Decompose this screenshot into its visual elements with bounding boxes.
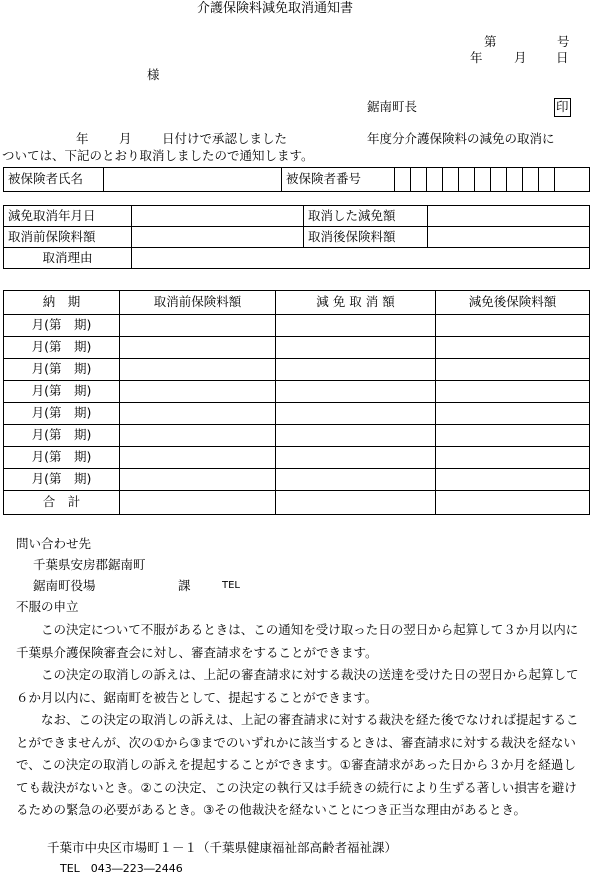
before-cell [120,447,276,469]
body-line2: ついては、下記のとおり取消しましたので通知します。 [2,148,314,163]
after-cell [436,359,590,381]
contact-heading: 問い合わせ先 [16,536,92,551]
period-label: 月(第 期) [4,425,120,447]
insured-number-digit [411,168,427,192]
objection-address: 千葉市中央区市場町１－１（千葉県健康福祉部高齢者福祉課） [47,840,398,855]
insured-number-digit [523,168,539,192]
after-amount-field [428,227,590,248]
period-label: 月(第 期) [4,403,120,425]
table-row [4,425,590,447]
after-cell [436,337,590,359]
cancel-cell [276,447,436,469]
objection-heading: 不服の申立 [16,599,79,614]
insured-number-digit [475,168,491,192]
objection-paragraph-2: この決定の取消しの訴えは、上記の審査請求に対する裁決の送達を受けた日の翌日から起算して６か月以内に、鋸南町を被告として、提起することができます。 [16,667,579,705]
before-cell [120,381,276,403]
table-row [4,337,590,359]
period-label: 月(第 期) [4,469,120,491]
number-dai: 第 [484,34,497,49]
insured-name-field [104,168,282,192]
cancelled-amount-label: 取消した減免額 [304,206,428,227]
insured-number-digit [491,168,507,192]
after-cell [436,381,590,403]
after-cell [436,403,590,425]
addressee-sama: 様 [147,67,160,82]
header-before-amount: 取消前保険料額 [120,291,276,315]
insured-table [3,167,590,192]
objection-paragraph-1: この決定について不服があるときは、この通知を受け取った日の翌日から起算して３か月以内に千葉県介護保険審査会に対し、審査請求をすることができます。 [16,622,579,660]
contact-office: 鋸南町役場 [33,578,96,593]
reason-field [132,248,590,269]
issuer-name: 鋸南町長 [367,99,418,114]
before-cell [120,315,276,337]
table-row [4,403,590,425]
before-amount-field [132,227,304,248]
date-nen: 年 [470,50,483,65]
after-cell [436,447,590,469]
date-tsuki: 月 [514,50,527,65]
before-cell [120,337,276,359]
contact-address: 千葉県安房郡鋸南町 [33,557,146,572]
total-label: 合 計 [4,491,120,515]
before-cell [120,425,276,447]
cancel-cell [276,403,436,425]
insured-number-digit [395,168,411,192]
before-cell [120,469,276,491]
cancel-cell [276,381,436,403]
table-row [4,381,590,403]
seal-mark: 印 [554,98,571,117]
insured-name-label: 被保険者氏名 [4,168,104,192]
payment-table [3,290,590,515]
insured-number-digit [507,168,523,192]
table-row [4,315,590,337]
header-after-amount: 減免後保険料額 [436,291,590,315]
cancelled-amount-field [428,206,590,227]
objection-paragraph-3: なお、この決定の取消しの訴えは、上記の審査請求に対する裁決を経た後でなければ提起することができませんが、次の①から③までのいずれかに該当するときは、審査請求に対する裁決を経ないで、この決定の取消しの訴えを提起することができます。①審査請求があった日から３か月を経過しても裁決がないとき。②この決定、この決定の執行又は手続きの続行により生ずる著しい損害を避けるための緊急の必要があるとき。③その他裁決を経ないことにつき正当な理由があるとき。 [16,712,579,817]
cancel-date-field [132,206,304,227]
after-amount-label: 取消後保険料額 [304,227,428,248]
insured-number-digit [555,168,590,192]
table-row [4,447,590,469]
table-row [4,469,590,491]
cancel-total [276,491,436,515]
table-row [4,359,590,381]
body-nen: 年 [76,131,89,146]
before-total [120,491,276,515]
date-hi: 日 [556,50,569,65]
total-row [4,491,590,515]
cancel-cell [276,337,436,359]
insured-number-digit [427,168,443,192]
reason-label: 取消理由 [4,248,132,269]
body-approved: 日付けで承認しました [162,131,288,146]
body-premium-year: 年度分介護保険料の減免の取消に [367,131,555,146]
cancel-cell [276,469,436,491]
insured-number-label: 被保険者番号 [282,168,395,192]
document-title: 介護保険料減免取消通知書 [197,1,354,16]
after-total [436,491,590,515]
after-cell [436,315,590,337]
period-label: 月(第 期) [4,337,120,359]
before-cell [120,403,276,425]
after-cell [436,469,590,491]
insured-number-digit [459,168,475,192]
objection-tel: TEL 043―223―2446 [60,862,183,875]
insured-number-digit [443,168,459,192]
header-payment-period: 納 期 [4,291,120,315]
before-cell [120,359,276,381]
cancel-cell [276,315,436,337]
cancel-cell [276,359,436,381]
body-tsuki: 月 [119,131,132,146]
period-label: 月(第 期) [4,381,120,403]
period-label: 月(第 期) [4,447,120,469]
number-go: 号 [557,34,570,49]
insured-number-digit [539,168,555,192]
before-amount-label: 取消前保険料額 [4,227,132,248]
header-reduction-cancel: 減 免 取 消 額 [276,291,436,315]
period-label: 月(第 期) [4,359,120,381]
cancel-cell [276,425,436,447]
after-cell [436,425,590,447]
cancel-date-label: 減免取消年月日 [4,206,132,227]
cancellation-table [3,205,590,269]
contact-tel: TEL [222,580,240,591]
contact-ka: 課 [178,578,191,593]
period-label: 月(第 期) [4,315,120,337]
